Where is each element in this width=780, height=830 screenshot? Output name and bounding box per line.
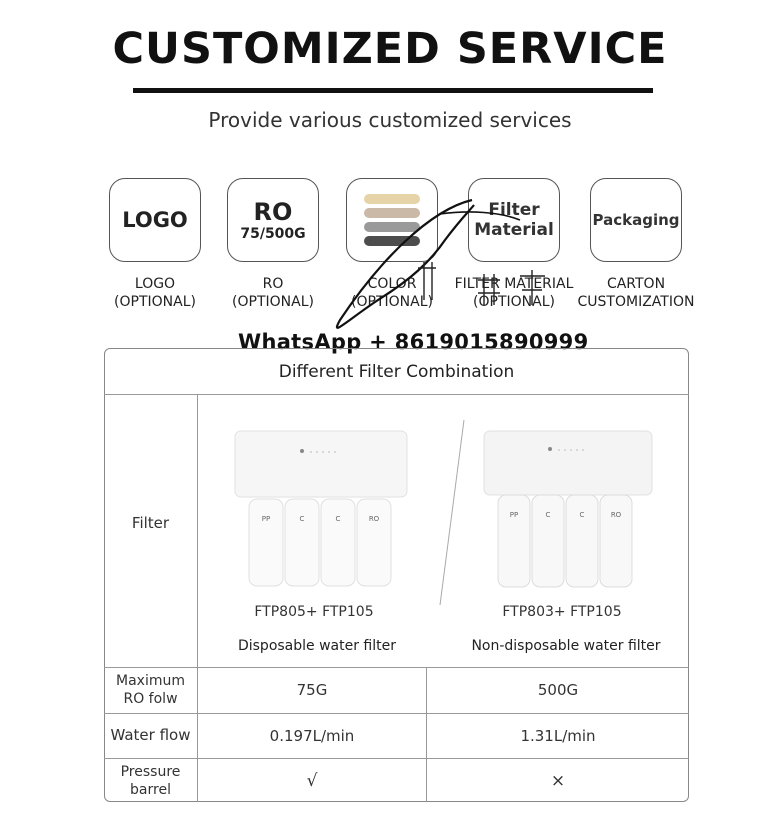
cartridge-label-right-1: PP xyxy=(509,511,519,519)
cartridge-label-right-2: C xyxy=(545,511,551,519)
service-label-ro xyxy=(213,275,333,311)
product-desc-right: Non-disposable water filter xyxy=(471,638,661,654)
color-swatch xyxy=(364,222,420,232)
service-card-logo xyxy=(109,178,201,262)
label-line: (OPTIONAL) xyxy=(473,294,555,310)
color-swatch xyxy=(364,236,420,246)
max-flow-left: 75G xyxy=(296,681,328,699)
product-image-right xyxy=(484,431,652,587)
table-divider xyxy=(104,713,689,714)
service-label-color xyxy=(332,275,452,311)
label-line: (OPTIONAL) xyxy=(114,294,196,310)
pressure-barrel-left: √ xyxy=(306,771,318,791)
pressure-barrel-right: × xyxy=(550,771,566,791)
label-line: CUSTOMIZATION xyxy=(577,294,695,310)
product-model-left: FTP805+ FTP105 xyxy=(254,604,374,620)
row-label-max-flow: Maximum RO folw xyxy=(116,673,185,707)
title-underline xyxy=(133,88,653,93)
label-line: LOGO xyxy=(134,276,176,292)
label-line: RO xyxy=(262,276,284,292)
service-label-logo xyxy=(95,275,215,311)
cartridge-label-right-3: C xyxy=(579,511,585,519)
service-packaging-title: Packaging xyxy=(592,211,680,229)
water-flow-right: 1.31L/min xyxy=(520,727,596,745)
row-label-pressure-barrel: Pressure barrel xyxy=(120,764,181,798)
water-flow-left: 0.197L/min xyxy=(269,727,355,745)
color-swatch xyxy=(364,208,420,218)
service-card-ro xyxy=(227,178,319,262)
product-desc-left: Disposable water filter xyxy=(237,638,397,654)
cartridge-label-left-3: C xyxy=(335,515,341,523)
table-divider xyxy=(104,758,689,759)
cartridge-label-left-1: PP xyxy=(261,515,271,523)
label-line: FILTER MATERIAL xyxy=(454,276,574,292)
service-label-filter xyxy=(446,275,582,311)
cartridge-label-left-4: RO xyxy=(368,515,380,523)
service-card-color xyxy=(346,178,438,262)
row-label-water-flow: Water flow xyxy=(110,726,191,744)
service-label-packaging xyxy=(570,275,702,311)
row-label-filter: Filter xyxy=(131,514,170,532)
label-line: COLOR xyxy=(367,276,417,292)
label-line: CARTON xyxy=(606,276,666,292)
service-logo-title: LOGO xyxy=(122,208,188,232)
service-filter-subtitle: Material xyxy=(474,220,554,240)
color-swatch xyxy=(364,194,420,204)
service-ro-title: RO xyxy=(253,198,293,226)
whatsapp-contact: WhatsApp + 8619015890999 xyxy=(238,330,589,354)
service-filter-title: Filter xyxy=(488,200,540,220)
service-card-packaging xyxy=(590,178,682,262)
product-image-left xyxy=(235,431,407,586)
page-title: CUSTOMIZED SERVICE xyxy=(112,24,668,74)
label-line: (OPTIONAL) xyxy=(351,294,433,310)
table-divider xyxy=(104,667,689,668)
table-header: Different Filter Combination xyxy=(278,362,515,382)
label-line: (OPTIONAL) xyxy=(232,294,314,310)
cartridge-label-right-4: RO xyxy=(610,511,622,519)
cartridge-label-left-2: C xyxy=(299,515,305,523)
page-subtitle: Provide various customized services xyxy=(208,108,572,132)
service-ro-capacity: 75/500G xyxy=(240,226,306,242)
product-images xyxy=(198,395,688,667)
service-card-filter-material xyxy=(468,178,560,262)
max-flow-right: 500G xyxy=(537,681,579,699)
product-model-right: FTP803+ FTP105 xyxy=(502,604,622,620)
